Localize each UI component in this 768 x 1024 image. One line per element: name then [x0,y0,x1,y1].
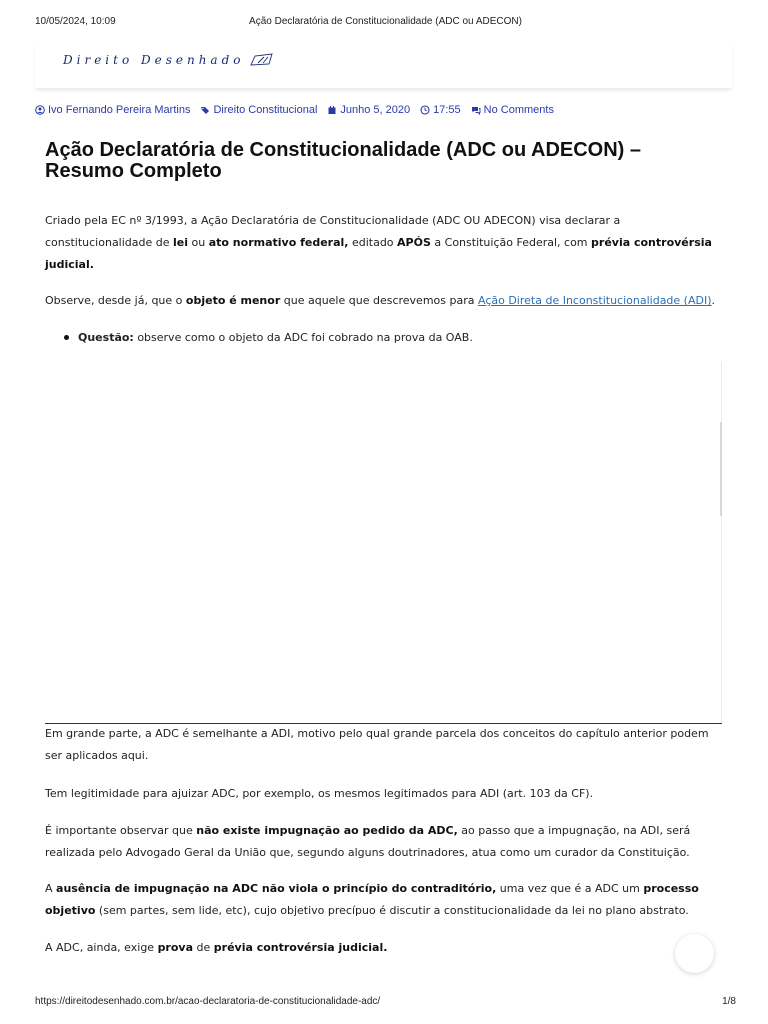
paragraph-intro: Criado pela EC nº 3/1993, a Ação Declaratória de Constitucionalidade (ADC OU ADECON) visa declarar a constitucionalidade de lei ou ato normativo federal, editado APÓS a Constituição Federal, com prévia controvérsia judicial. [45,214,712,271]
pencil-sketch-icon [249,52,275,68]
embedded-media-area[interactable] [45,362,722,724]
print-datetime: 10/05/2024, 10:09 [35,16,116,27]
question-label: Questão: [78,331,134,344]
calendar-icon [327,105,337,115]
question-bullet [64,327,473,349]
logo-text: Direito Desenhado [63,53,245,67]
print-header [35,16,736,30]
media-scrollbar[interactable] [720,422,722,516]
site-header [35,40,732,88]
floating-action-button[interactable] [675,934,714,973]
post-title: Ação Declaratória de Constitucionalidade (ADC ou ADECON) – Resumo Completo [45,139,642,182]
meta-author[interactable] [35,104,190,116]
meta-author-name: Ivo Fernando Pereira Martins [48,104,191,116]
site-logo[interactable] [63,52,275,68]
print-footer [35,996,736,1010]
tag-icon [200,105,210,115]
print-doc-title: Ação Declaratória de Constitucionalidade (ADC ou ADECON) [249,16,522,27]
meta-comments-link: No Comments [483,104,554,116]
meta-date [327,104,410,116]
meta-time [420,104,461,116]
clock-icon [420,105,430,115]
user-circle-icon [35,105,45,115]
paragraph-object: Observe, desde já, que o objeto é menor que aquele que descrevemos para Ação Direta de Inconstitucionalidade (ADI). [45,294,716,307]
meta-category[interactable] [200,104,317,116]
paragraph-contradictory: A ausência de impugnação na ADC não viola o princípio do contraditório, uma vez que é a ADC um processo objetivo (sem partes, sem lide, etc), cujo objetivo precípuo é discutir a constitucionalidade da lei no plano abstrato. [45,882,699,917]
meta-category-name: Direito Constitucional [213,104,318,116]
paragraph-impugnation: É importante observar que não existe impugnação ao pedido da ADC, ao passo que a impugnação, na ADI, será realizada pelo Advogado Geral da União que, segundo alguns doutrinadores, atua como um curador da Constituição. [45,824,691,859]
print-url: https://direitodesenhado.com.br/acao-declaratoria-de-constitucionalidade-adc/ [35,996,381,1007]
bullet-dot [64,335,69,340]
paragraph-proof: A ADC, ainda, exige prova de prévia controvérsia judicial. [45,941,388,954]
post-meta [35,104,564,116]
paragraph-legitimacy: Tem legitimidade para ajuizar ADC, por exemplo, os mesmos legitimados para ADI (art. 103 da CF). [45,787,594,800]
meta-comments[interactable] [471,104,554,116]
paragraph-similarity: Em grande parte, a ADC é semelhante a ADI, motivo pelo qual grande parcela dos conceitos do capítulo anterior podem ser aplicados aqui. [45,727,709,762]
comments-icon [471,105,481,115]
meta-time-text: 17:55 [433,104,461,116]
question-text: observe como o objeto da ADC foi cobrado na prova da OAB. [133,331,473,344]
meta-date-text: Junho 5, 2020 [340,104,411,116]
adi-link[interactable]: Ação Direta de Inconstitucionalidade (ADI) [477,294,712,307]
page-number: 1/8 [722,996,736,1007]
media-edge [721,362,722,724]
